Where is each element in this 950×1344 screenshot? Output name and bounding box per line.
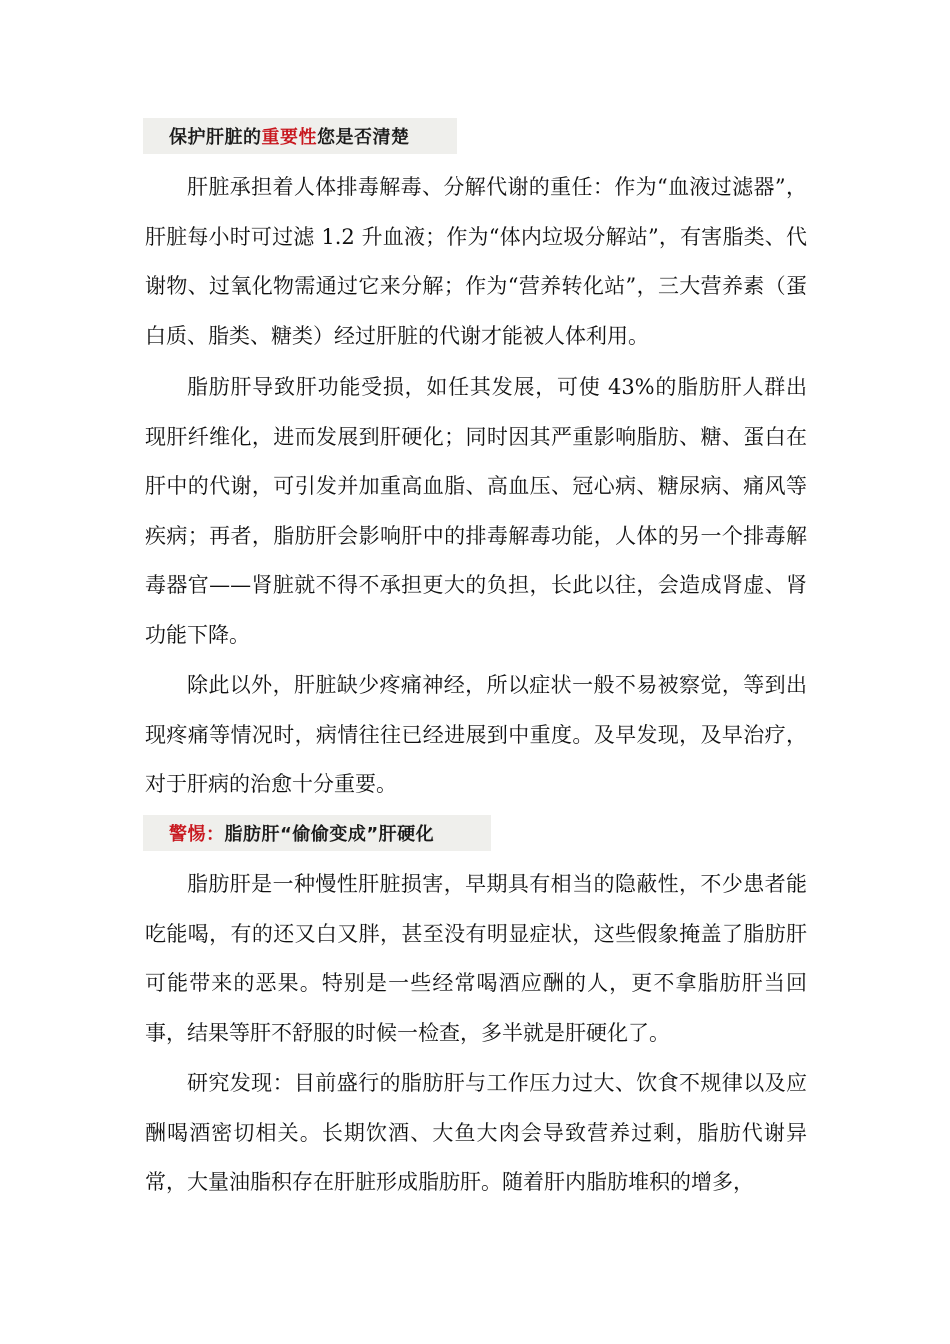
paragraph-chronic-damage: 脂肪肝是一种慢性肝脏损害，早期具有相当的隐蔽性，不少患者能吃能喝，有的还又白又胖，甚至没有明显症状，这些假象掩盖了脂肪肝可能带来的恶果。特别是一些经常喝酒应酬的人，更不拿脂肪肝当回事，结果等肝不舒服的时候一检查，多半就是肝硬化了。 (145, 872, 807, 1045)
heading-highlight-warning: 警惕： (169, 824, 225, 845)
heading-text-part1: 保护肝脏的 (169, 127, 262, 148)
paragraph-early-detection: 除此以外，肝脏缺少疼痛神经，所以症状一般不易被察觉，等到出现疼痛等情况时，病情往往已经进展到中重度。及早发现，及早治疗，对于肝病的治愈十分重要。 (145, 673, 807, 797)
heading-text-warning-rest: 脂肪肝“偷偷变成”肝硬化 (224, 824, 435, 845)
heading-text-part2: 您是否清楚 (317, 127, 410, 148)
paragraph-liver-functions: 肝脏承担着人体排毒解毒、分解代谢的重任：作为“血液过滤器”，肝脏每小时可过滤 1.2 升血液；作为“体内垃圾分解站”，有害脂类、代谢物、过氧化物需通过它来分解；作为“营养转化站”，三大营养素（蛋白质、脂类、糖类）经过肝脏的代谢才能被人体利用。 (145, 175, 807, 348)
section-heading-liver-importance (143, 118, 457, 154)
paragraph-research-findings: 研究发现：目前盛行的脂肪肝与工作压力过大、饮食不规律以及应酬喝酒密切相关。长期饮酒、大鱼大肉会导致营养过剩，脂肪代谢异常，大量油脂积存在肝脏形成脂肪肝。随着肝内脂肪堆积的增多， (145, 1071, 807, 1195)
heading-highlight-importance: 重要性 (261, 127, 317, 148)
paragraph-fatty-liver-damage: 脂肪肝导致肝功能受损，如任其发展，可使 43%的脂肪肝人群出现肝纤维化，进而发展到肝硬化；同时因其严重影响脂肪、糖、蛋白在肝中的代谢，可引发并加重高血脂、高血压、冠心病、糖尿病、痛风等疾病；再者，脂肪肝会影响肝中的排毒解毒功能，人体的另一个排毒解毒器官——肾脏就不得不承担更大的负担，长此以往，会造成肾虚、肾功能下降。 (145, 375, 807, 647)
section-heading-fatty-liver-warning (143, 815, 491, 851)
